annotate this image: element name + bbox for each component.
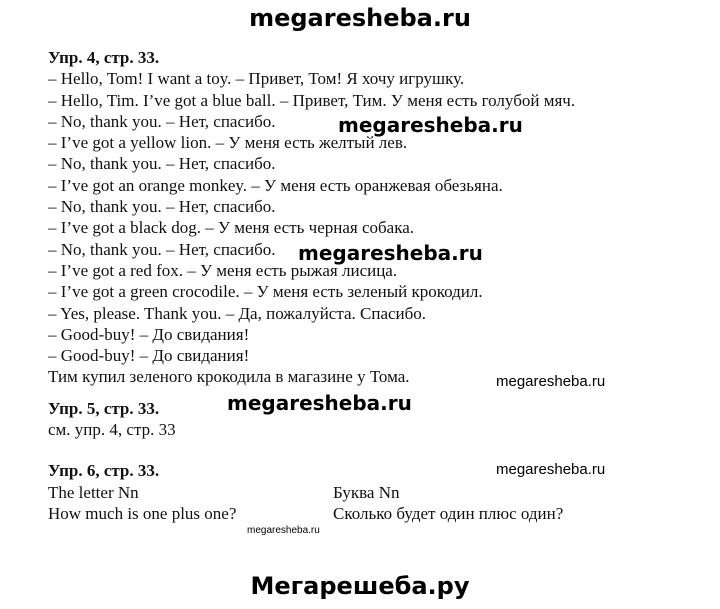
exercise-6-row	[48, 482, 708, 503]
russian-phrase: Буква Nn	[333, 482, 400, 502]
dialogue-line: – No, thank you. – Нет, спасибо.	[48, 239, 276, 259]
dialogue-line: – I’ve got a green crocodile. – У меня есть зеленый крокодил.	[48, 282, 483, 302]
dialogue-line: – No, thank you. – Нет, спасибо.	[48, 197, 276, 217]
dialogue-line: – No, thank you. – Нет, спасибо.	[48, 111, 276, 131]
watermark-inline: megaresheba.ru	[227, 391, 412, 415]
english-phrase: How much is one plus one?	[48, 503, 237, 523]
summary-line: Тим купил зеленого крокодила в магазине у Тома.	[48, 367, 410, 387]
exercise-6-heading: Упр. 6, стр. 33.	[48, 461, 160, 481]
watermark-inline: megaresheba.ru	[338, 113, 523, 137]
dialogue-line: – Good-buy! – До свидания!	[48, 346, 250, 366]
dialogue-line: – No, thank you. – Нет, спасибо.	[48, 154, 276, 174]
dialogue-line: – Good-buy! – До свидания!	[48, 324, 250, 344]
russian-phrase: Сколько будет один плюс один?	[333, 503, 564, 523]
exercise-5-heading: Упр. 5, стр. 33.	[48, 398, 160, 418]
dialogue-line: – I’ve got an orange monkey. – У меня есть оранжевая обезьяна.	[48, 175, 503, 195]
english-phrase: The letter Nn	[48, 482, 139, 502]
exercise-6-row	[48, 503, 708, 524]
watermark-bottom: Мегарешеба.ру	[250, 572, 470, 600]
exercise-4-heading: Упр. 4, стр. 33.	[48, 48, 160, 67]
dialogue-line: – Hello, Tom! I want a toy. – Привет, Том! Я хочу игрушку.	[48, 69, 465, 89]
watermark-side: megaresheba.ru	[496, 373, 606, 390]
watermark-inline: megaresheba.ru	[298, 241, 483, 265]
dialogue-line: – Yes, please. Thank you. – Да, пожалуйста. Спасибо.	[48, 303, 427, 323]
dialogue-line: – I’ve got a yellow lion. – У меня есть желтый лев.	[48, 133, 408, 153]
dialogue-line: – I’ve got a red fox. – У меня есть рыжая лисица.	[48, 260, 398, 280]
watermark-top: megaresheba.ru	[249, 4, 471, 32]
dialogue-line: – I’ve got a black dog. – У меня есть черная собака.	[48, 218, 414, 238]
watermark-side: megaresheba.ru	[496, 461, 606, 478]
watermark-tiny: megaresheba.ru	[247, 525, 320, 536]
exercise-5-text: см. упр. 4, стр. 33	[48, 420, 176, 440]
dialogue-line: – Hello, Tim. I’ve got a blue ball. – Привет, Тим. У меня есть голубой мяч.	[48, 90, 576, 110]
